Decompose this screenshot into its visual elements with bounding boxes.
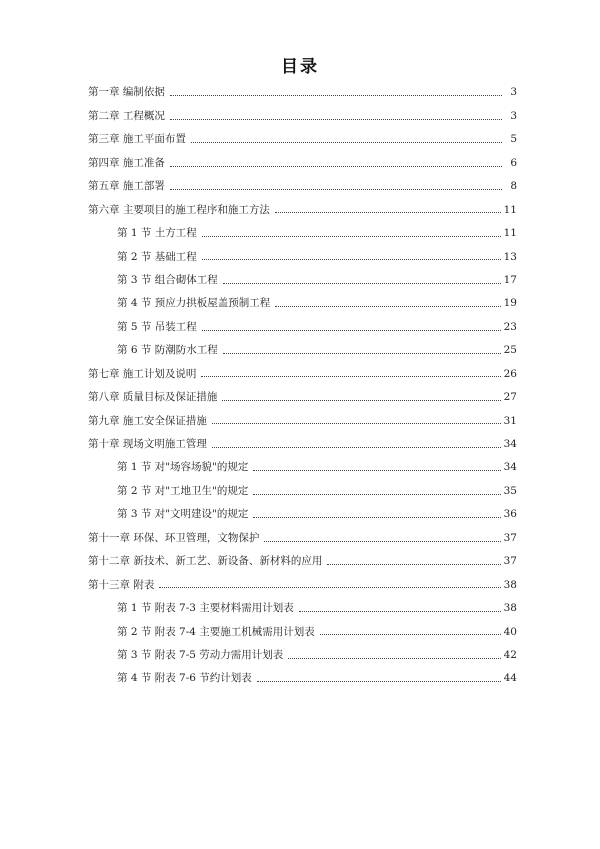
toc-chapter-entry[interactable] xyxy=(88,550,517,573)
toc-chapter-entry[interactable] xyxy=(88,433,517,456)
toc-entry-label: 第 2 节 对"工地卫生"的规定 xyxy=(117,484,249,497)
toc-chapter-entry[interactable] xyxy=(88,198,517,221)
toc-entry-label: 第三章 施工平面布置 xyxy=(88,133,186,146)
toc-section-entry[interactable] xyxy=(117,597,517,620)
toc-entry-label: 第 2 节 基础工程 xyxy=(117,250,197,263)
toc-dot-leader xyxy=(223,353,501,354)
toc-dot-leader xyxy=(320,634,501,635)
toc-chapter-entry[interactable] xyxy=(88,128,517,151)
toc-dot-leader xyxy=(201,376,500,377)
toc-dot-leader xyxy=(275,306,500,307)
toc-entry-label: 第 5 节 吊装工程 xyxy=(117,320,197,333)
toc-dot-leader xyxy=(223,283,501,284)
toc-section-entry[interactable] xyxy=(117,479,517,502)
toc-dot-leader xyxy=(327,564,500,565)
toc-dot-leader xyxy=(202,330,501,331)
toc-entry-label: 第十二章 新技术、新工艺、新设备、新材料的应用 xyxy=(88,555,323,568)
toc-entry-label: 第一章 编制依据 xyxy=(88,86,165,99)
toc-entry-label: 第六章 主要项目的施工程序和施工方法 xyxy=(88,203,270,216)
toc-dot-leader xyxy=(212,447,501,448)
toc-chapter-entry[interactable] xyxy=(88,104,517,127)
toc-page-number: 8 xyxy=(510,180,517,193)
toc-page-number: 37 xyxy=(503,531,517,544)
toc-dot-leader xyxy=(253,517,500,518)
toc-dot-leader xyxy=(202,236,501,237)
toc-dot-leader xyxy=(170,95,502,96)
toc-section-entry[interactable] xyxy=(117,620,517,643)
toc-entry-label: 第十章 现场文明施工管理 xyxy=(88,438,207,451)
toc-entry-label: 第七章 施工计划及说明 xyxy=(88,367,197,380)
toc-entry-label: 第 6 节 防潮防水工程 xyxy=(117,344,218,357)
toc-section-entry[interactable] xyxy=(117,667,517,690)
toc-section-entry[interactable] xyxy=(117,339,517,362)
toc-dot-leader xyxy=(170,119,502,120)
toc-page-number: 40 xyxy=(503,625,517,638)
toc-page-number: 44 xyxy=(503,672,517,685)
toc-page-number: 38 xyxy=(503,578,517,591)
toc-page-number: 17 xyxy=(503,273,517,286)
toc-entry-label: 第四章 施工准备 xyxy=(88,156,165,169)
table-of-contents xyxy=(0,81,600,690)
toc-entry-label: 第 4 节 附表 7-6 节约计划表 xyxy=(117,672,252,685)
toc-chapter-entry[interactable] xyxy=(88,409,517,432)
toc-entry-label: 第五章 施工部署 xyxy=(88,180,165,193)
page-title: 目录 xyxy=(281,57,319,77)
toc-entry-label: 第十三章 附表 xyxy=(88,578,155,591)
toc-page-number: 23 xyxy=(503,320,517,333)
toc-chapter-entry[interactable] xyxy=(88,175,517,198)
toc-dot-leader xyxy=(253,470,500,471)
toc-dot-leader xyxy=(191,142,502,143)
toc-page-number: 19 xyxy=(503,297,517,310)
toc-dot-leader xyxy=(264,541,500,542)
toc-page-number: 11 xyxy=(503,203,517,216)
toc-page-number: 35 xyxy=(503,484,517,497)
toc-dot-leader xyxy=(257,681,501,682)
toc-page-number: 37 xyxy=(503,555,517,568)
toc-dot-leader xyxy=(202,259,501,260)
toc-entry-label: 第九章 施工安全保证措施 xyxy=(88,414,207,427)
toc-entry-label: 第 3 节 附表 7-5 劳动力需用计划表 xyxy=(117,648,284,661)
toc-section-entry[interactable] xyxy=(117,222,517,245)
toc-page-number: 3 xyxy=(510,109,517,122)
toc-page-number: 26 xyxy=(503,367,517,380)
toc-dot-leader xyxy=(275,212,501,213)
toc-chapter-entry[interactable] xyxy=(88,526,517,549)
toc-entry-label: 第 1 节 附表 7-3 主要材料需用计划表 xyxy=(117,602,294,615)
toc-chapter-entry[interactable] xyxy=(88,151,517,174)
toc-page-number: 42 xyxy=(503,648,517,661)
toc-entry-label: 第 3 节 组合砌体工程 xyxy=(117,273,218,286)
toc-section-entry[interactable] xyxy=(117,456,517,479)
toc-page-number: 31 xyxy=(503,414,517,427)
toc-entry-label: 第 1 节 对"场容场貌"的规定 xyxy=(117,461,249,474)
toc-entry-label: 第十一章 环保、环卫管理，文物保护 xyxy=(88,531,260,544)
toc-dot-leader xyxy=(170,166,502,167)
toc-entry-label: 第 2 节 附表 7-4 主要施工机械需用计划表 xyxy=(117,625,315,638)
toc-page-number: 25 xyxy=(503,344,517,357)
toc-dot-leader xyxy=(170,189,502,190)
toc-page-number: 34 xyxy=(503,461,517,474)
toc-section-entry[interactable] xyxy=(117,292,517,315)
toc-page-number: 13 xyxy=(503,250,517,263)
toc-page-number: 36 xyxy=(503,508,517,521)
toc-section-entry[interactable] xyxy=(117,503,517,526)
toc-dot-leader xyxy=(253,494,500,495)
toc-page-number: 38 xyxy=(503,602,517,615)
toc-entry-label: 第 4 节 预应力拱板屋盖预制工程 xyxy=(117,297,271,310)
toc-page-number: 34 xyxy=(503,438,517,451)
toc-dot-leader xyxy=(159,587,500,588)
toc-page-number: 6 xyxy=(510,156,517,169)
toc-page-number: 11 xyxy=(503,227,517,240)
toc-chapter-entry[interactable] xyxy=(88,573,517,596)
toc-entry-label: 第 1 节 土方工程 xyxy=(117,227,197,240)
toc-dot-leader xyxy=(299,611,501,612)
toc-entry-label: 第八章 质量目标及保证措施 xyxy=(88,391,218,404)
toc-section-entry[interactable] xyxy=(117,269,517,292)
toc-section-entry[interactable] xyxy=(117,245,517,268)
toc-page-number: 3 xyxy=(510,86,517,99)
toc-chapter-entry[interactable] xyxy=(88,81,517,104)
toc-chapter-entry[interactable] xyxy=(88,386,517,409)
toc-chapter-entry[interactable] xyxy=(88,362,517,385)
toc-page-number: 27 xyxy=(503,391,517,404)
toc-dot-leader xyxy=(212,423,501,424)
toc-section-entry[interactable] xyxy=(117,315,517,338)
toc-entry-label: 第 3 节 对"文明建设"的规定 xyxy=(117,508,249,521)
toc-dot-leader xyxy=(288,658,500,659)
toc-section-entry[interactable] xyxy=(117,644,517,667)
toc-entry-label: 第二章 工程概况 xyxy=(88,109,165,122)
toc-page-number: 5 xyxy=(510,133,517,146)
toc-dot-leader xyxy=(222,400,500,401)
